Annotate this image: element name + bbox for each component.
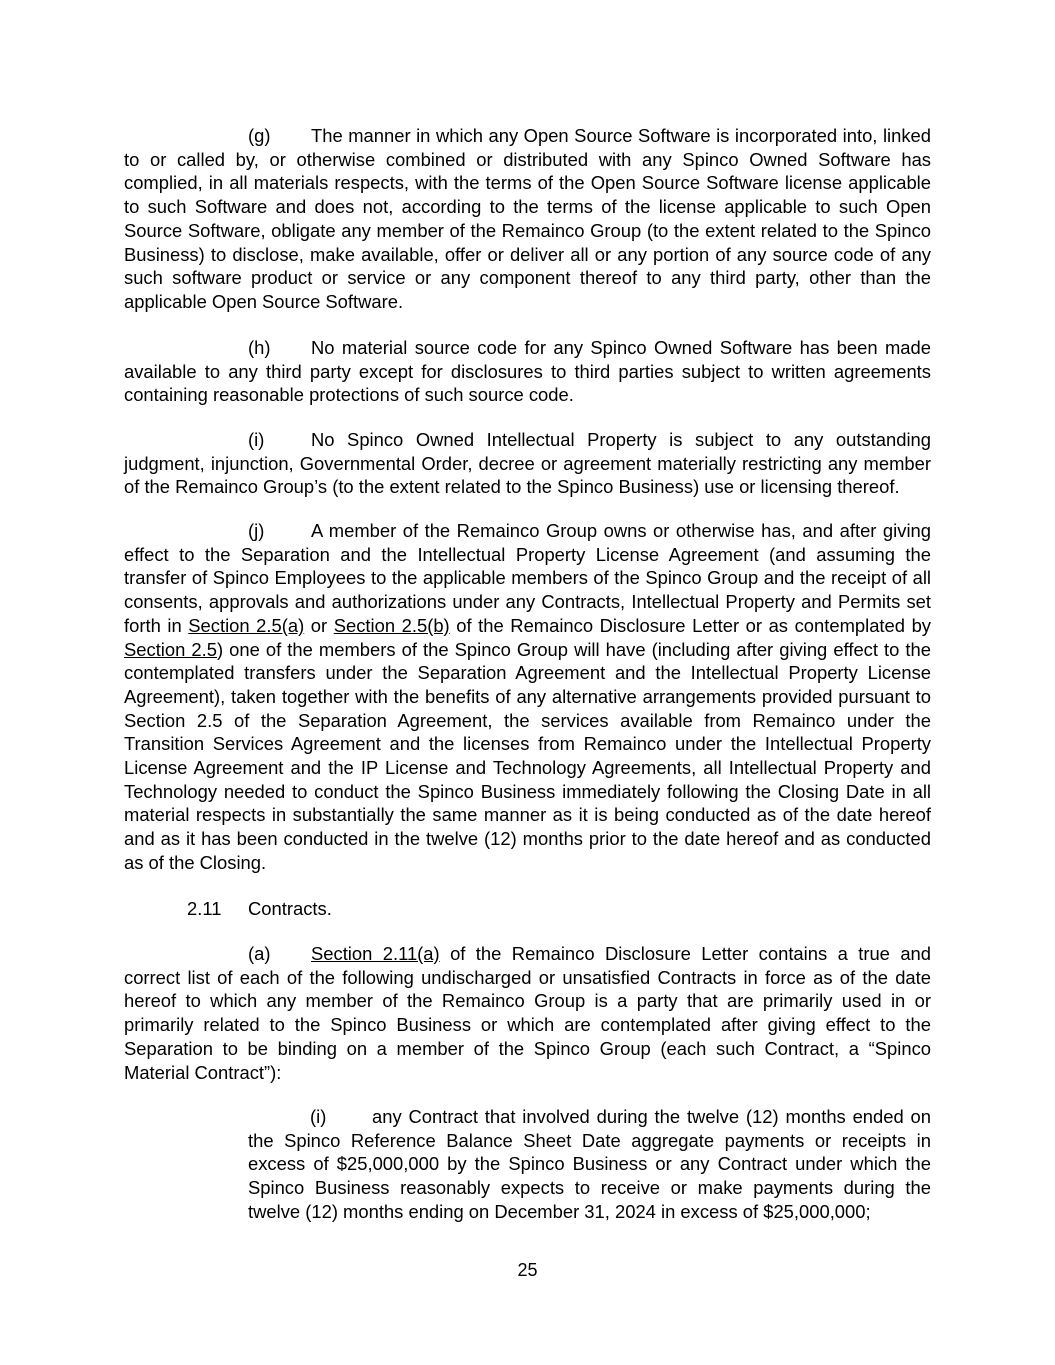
section-2-11a-link[interactable]: Section 2.11(a) xyxy=(311,943,440,964)
paragraph-j xyxy=(124,519,931,875)
paragraph-j-text-1: A member of the Remainco Group owns or otherwise has, and after giving effect to the Separation and the Intellectual Property License Agreement (and assuming the transfer of Spinco Employees to the applicable members of the Spinco Group and the receipt of all consents, approvals and authorizations under any Contracts, Intellectual Property and Permits set forth in xyxy=(124,520,931,636)
section-2-5a-link[interactable]: Section 2.5(a) xyxy=(188,614,305,636)
subparagraph-i-text: any Contract that involved during the twelve (12) months ended on the Spinco Reference Balance Sheet Date aggregate payments or receipts in excess of $25,000,000 by the Spinco Business or any Contract under which the Spinco Business reasonably expects to receive or make payments during the twelve (12) months ending on December 31, 2024 in excess of $25,000,000; xyxy=(248,1106,931,1222)
subparagraph-i-label: (i) xyxy=(310,1106,327,1127)
paragraph-h-text: No material source code for any Spinco Owned Software has been made available to any third party except for disclosures to third parties subject to written agreements containing reasonable protections of such source code. xyxy=(124,337,931,406)
paragraph-i-label: (i) xyxy=(248,429,265,450)
paragraph-j-text-3: of the Remainco Disclosure Letter or as contemplated by xyxy=(449,614,931,636)
paragraph-a xyxy=(124,942,931,1084)
paragraph-a-label: (a) xyxy=(248,943,271,964)
section-title: Contracts. xyxy=(248,898,332,919)
subparagraph-i xyxy=(248,1105,931,1224)
paragraph-j-text-4: ) one of the members of the Spinco Group will have (including after giving effect to the contemplated transfers under the Separation Agreement and the Intellectual Property License Agreement), taken together with the benefits of any alternative arrangements provided pursuant to Section 2.5 of the Separation Agreement, the services available from Remainco under the Transition Services Agreement and the licenses from Remainco under the Intellectual Property License Agreement and the IP License and Technology Agreements, all Intellectual Property and Technology needed to conduct the Spinco Business immediately following the Closing Date in all material respects in substantially the same manner as it is being conducted as of the date hereof and as it has been conducted in the twelve (12) months prior to the date hereof and as conducted as of the Closing. xyxy=(124,638,931,873)
page-number: 25 xyxy=(517,1260,538,1280)
section-heading-contracts xyxy=(187,897,332,921)
paragraph-g-text: The manner in which any Open Source Software is incorporated into, linked to or called by, or otherwise combined or distributed with any Spinco Owned Software has complied, in all materials respects, with the terms of the Open Source Software license applicable to such Software and does not, according to the terms of the license applicable to such Open Source Software, obligate any member of the Remainco Group (to the extent related to the Spinco Business) to disclose, make available, offer or deliver all or any portion of any source code of any such software product or service or any component thereof to any third party, other than the applicable Open Source Software. xyxy=(124,125,931,312)
paragraph-h xyxy=(124,336,931,407)
paragraph-j-label: (j) xyxy=(248,520,265,541)
paragraph-h-label: (h) xyxy=(248,337,271,358)
paragraph-j-text-2: or xyxy=(304,614,334,636)
paragraph-i-text: No Spinco Owned Intellectual Property is subject to any outstanding judgment, injunction, Governmental Order, decree or agreement materially restricting any member of the Remainco Group’s (to the extent related to the Spinco Business) use or licensing thereof. xyxy=(124,429,931,498)
paragraph-g xyxy=(124,124,931,314)
section-2-5-link[interactable]: Section 2.5 xyxy=(124,638,217,660)
paragraph-i xyxy=(124,428,931,499)
paragraph-a-text: of the Remainco Disclosure Letter contains a true and correct list of each of the following undischarged or unsatisfied Contracts in force as of the date hereof to which any member of the Remainco Group is a party that are primarily used in or primarily related to the Spinco Business or which are contemplated after giving effect to the Separation to be binding on a member of the Spinco Group (each such Contract, a “Spinco Material Contract”): xyxy=(124,943,931,1083)
section-2-5b-link[interactable]: Section 2.5(b) xyxy=(333,614,450,636)
paragraph-g-label: (g) xyxy=(248,125,271,146)
section-number: 2.11 xyxy=(187,898,222,919)
